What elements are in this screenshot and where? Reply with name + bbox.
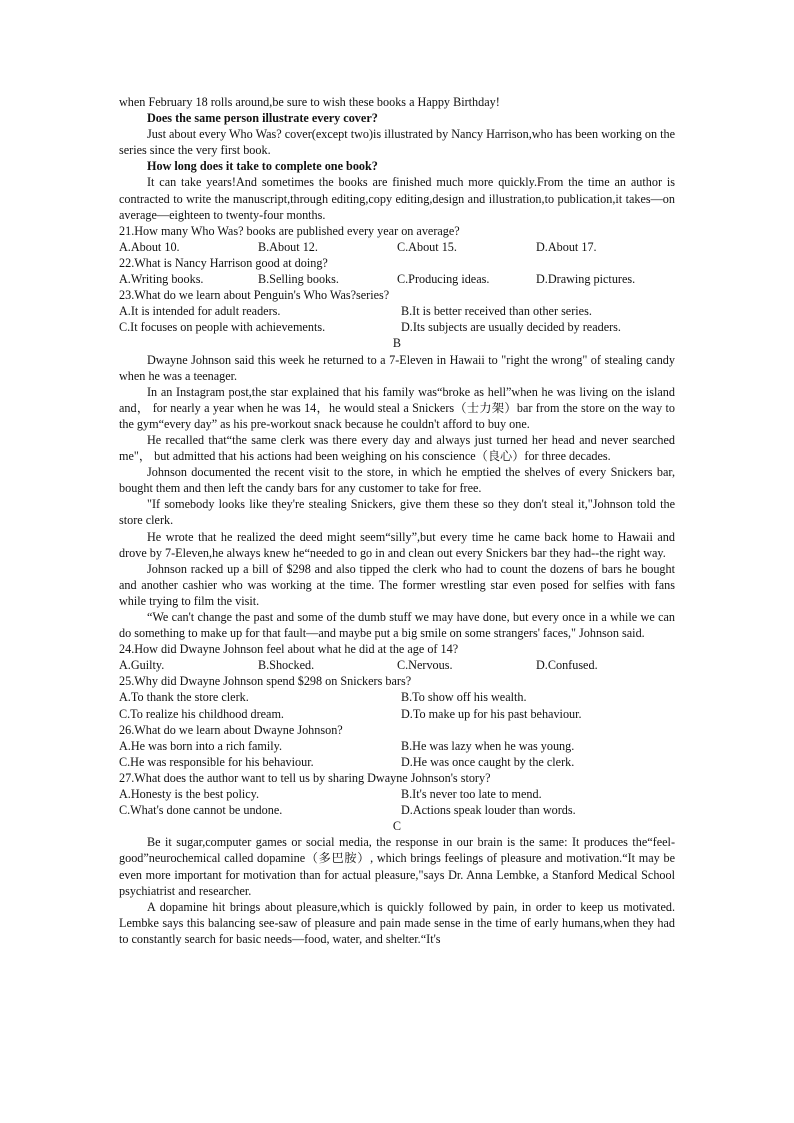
answer-option: B.Shocked.	[258, 658, 315, 673]
answer-option: D.Actions speak louder than words.	[401, 803, 576, 818]
answer-options	[119, 754, 675, 770]
answer-options	[119, 239, 675, 255]
answer-option: A.He was born into a rich family.	[119, 738, 283, 753]
question-stem: 26.What do we learn about Dwayne Johnson?	[119, 722, 343, 737]
answer-option: C.He was responsible for his behaviour.	[119, 754, 314, 769]
answer-options	[119, 706, 675, 722]
answer-option: D.Confused.	[536, 658, 598, 673]
answer-option: D.To make up for his past behaviour.	[401, 706, 582, 721]
answer-option: C.It focuses on people with achievements.	[119, 320, 326, 335]
answer-option: D.He was once caught by the clerk.	[401, 754, 575, 769]
answer-options	[119, 689, 675, 705]
exam-page	[119, 94, 675, 947]
faq-answer: It can take years!And sometimes the books are finished much more quickly.From the time an author is contracted to write the manuscript,through editing,copy editing,design and illustration,to publication,it takes—on average—eighteen to twenty-four months.	[119, 175, 675, 222]
answer-option: A.To thank the store clerk.	[119, 690, 249, 705]
question-stem: 24.How did Dwayne Johnson feel about what he did at the age of 14?	[119, 642, 459, 657]
answer-options	[119, 657, 675, 673]
passage-paragraph: He recalled that“the same clerk was there every day and always just turned her head and never searched me"， but admitted that his actions had been weighing on his conscience（良心）for three decades.	[119, 432, 675, 464]
answer-option: B.It is better received than other series.	[401, 304, 592, 319]
faq-question: Does the same person illustrate every cover?	[147, 111, 378, 126]
answer-options	[119, 802, 675, 818]
question-stem: 25.Why did Dwayne Johnson spend $298 on Snickers bars?	[119, 674, 412, 689]
answer-option: A.It is intended for adult readers.	[119, 304, 281, 319]
answer-option: C.Producing ideas.	[397, 272, 490, 287]
answer-options	[119, 303, 675, 319]
question-stem: 27.What does the author want to tell us by sharing Dwayne Johnson's story?	[119, 770, 491, 785]
answer-option: C.To realize his childhood dream.	[119, 706, 284, 721]
answer-option: B.Selling books.	[258, 272, 339, 287]
answer-option: D.Its subjects are usually decided by readers.	[401, 320, 621, 335]
answer-option: B.To show off his wealth.	[401, 690, 527, 705]
question-stem: 23.What do we learn about Penguin's Who Was?series?	[119, 288, 390, 303]
section-label: B	[392, 336, 402, 351]
answer-option: C.Nervous.	[397, 658, 453, 673]
passage-paragraph: Dwayne Johnson said this week he returned to a 7-Eleven in Hawaii to "right the wrong" of stealing candy when he was a teenager.	[119, 352, 675, 383]
passage-paragraph: “We can't change the past and some of the dumb stuff we may have done, but every once in a while we can do something to make up for that fault—and maybe put a big smile on some strangers' faces," Johnson said.	[119, 610, 675, 641]
answer-option: A.Writing books.	[119, 272, 204, 287]
answer-option: B.About 12.	[258, 239, 318, 254]
question-stem: 22.What is Nancy Harrison good at doing?	[119, 255, 328, 270]
section-label: C	[392, 819, 402, 834]
answer-options	[119, 271, 675, 287]
answer-option: B.He was lazy when he was young.	[401, 738, 575, 753]
answer-option: C.What's done cannot be undone.	[119, 803, 283, 818]
answer-options	[119, 738, 675, 754]
passage-paragraph: A dopamine hit brings about pleasure,which is quickly followed by pain, in order to keep us motivated. Lembke says this balancing see-saw of pleasure and pain made sense in the time of early humans,when they had to constantly search for basic needs—food, water, and shelter.“It's	[119, 899, 675, 946]
passage-paragraph: Johnson documented the recent visit to the store, in which he emptied the shelves of every Snickers bar, bought them and then left the candy bars for any customer to take for free.	[119, 465, 675, 496]
passage-paragraph: He wrote that he realized the deed might seem“silly”,but every time he came back home to Hawaii and drove by 7-Eleven,he always knew he“needed to go in and clean out every Snickers bar they had--the right way.	[119, 529, 675, 560]
answer-options	[119, 786, 675, 802]
passage-paragraph: "If somebody looks like they're stealing Snickers, give them these so they don't steal it,"Johnson told the store clerk.	[119, 497, 675, 528]
answer-option: C.About 15.	[397, 239, 457, 254]
intro-line: when February 18 rolls around,be sure to wish these books a Happy Birthday!	[119, 95, 500, 109]
answer-option: D.Drawing pictures.	[536, 272, 636, 287]
answer-options	[119, 319, 675, 335]
faq-answer: Just about every Who Was? cover(except two)is illustrated by Nancy Harrison,who has been working on the series since the very first book.	[119, 127, 675, 158]
answer-option: A.Guilty.	[119, 658, 165, 673]
answer-option: A.Honesty is the best policy.	[119, 787, 260, 802]
answer-option: A.About 10.	[119, 239, 180, 254]
question-stem: 21.How many Who Was? books are published every year on average?	[119, 223, 460, 238]
answer-option: D.About 17.	[536, 239, 597, 254]
faq-question: How long does it take to complete one book?	[147, 159, 378, 174]
passage-paragraph: Johnson racked up a bill of $298 and also tipped the clerk who had to count the dozens of bars he bought and another cashier who was working at the time. The former wrestling star even posed for selfies with fans while trying to film the visit.	[119, 561, 675, 608]
answer-option: B.It's never too late to mend.	[401, 787, 542, 802]
passage-paragraph: Be it sugar,computer games or social media, the response in our brain is the same: It produces the“feel-good”neurochemical called dopamine（多巴胺）, which brings feelings of pleasure and motivation.“It may be even more important for motivation than for actual pleasure,"says Dr. Anna Lembke, a Stanford Medical School psychiatrist and researcher.	[119, 835, 675, 898]
passage-paragraph: In an Instagram post,the star explained that his family was“broke as hell”when he was living on the island and， for nearly a year when he was 14，he would steal a Snickers（士力架）bar from the store on the way to the gym“every day” as his pre-workout snack because he couldn't afford to buy one.	[119, 384, 675, 431]
